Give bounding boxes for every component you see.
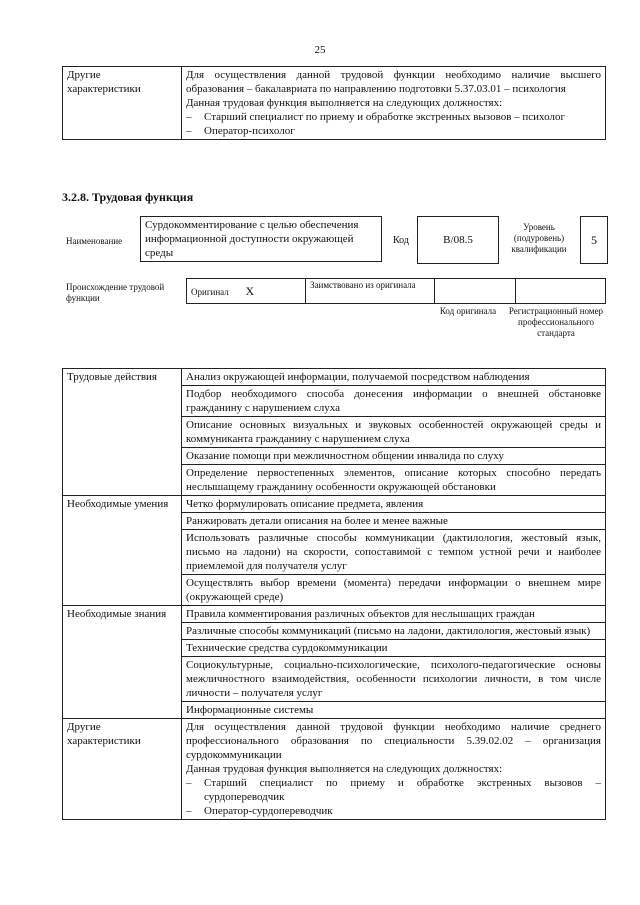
page-number: 25 [314,44,326,56]
origin-label: Происхождение трудовой функции [66,282,165,303]
code-caption: Код оригинала [439,306,497,316]
skills-label: Необходимые умения [63,496,182,606]
other-label: Другие характеристики [63,719,182,820]
code-label: Код [393,235,409,246]
origin-table [186,278,606,304]
level-value: 5 [580,216,608,264]
table-row: Различные способы коммуникаций (письмо на ладони, дактилология, жестовый язык) [182,623,606,640]
name-label: Наименование [66,236,123,246]
actions-label: Трудовые действия [63,369,182,496]
section-title: 3.2.8. Трудовая функция [62,190,194,204]
table-row: Осуществлять выбор времени (момента) передачи информации о внешнем мире (окружающей среде) [182,575,606,606]
table-row: Описание основных визуальных и звуковых особенностей окружающей среды и коммуниканта гражданину с нарушением слуха [182,417,606,448]
other-label: Другие характеристики [63,67,182,140]
other-text-2: Данная трудовая функция выполняется на следующих должностях: [186,763,503,775]
list-item: – Оператор-психолог [186,125,295,137]
table-row: Социокультурные, социально-психологические, психолого-педагогические основы межличностного взаимодействия, особенности психологии личности, в том числе личности – получателя услуг [182,657,606,702]
knowledge-label: Необходимые знания [63,606,182,719]
code-value: B/08.5 [417,216,499,264]
list-item: – Старший специалист по приему и обработке экстренных вызовов – психолог [186,111,565,123]
other-cell [182,719,606,820]
list-item: – Старший специалист по приему и обработке экстренных вызовов – сурдопереводчик [186,777,601,803]
original-mark: X [245,283,255,298]
list-item: – Оператор-сурдопереводчик [186,805,333,817]
table-row: Анализ окружающей информации, получаемой посредством наблюдения [182,369,606,386]
original-cell [187,279,306,304]
table-row: Определение первостепенных элементов, описание которых способно передать неслышащему гражданину особенности окружающей обстановки [182,465,606,496]
reg-caption: Регистрационный номер профессионального стандарта [508,306,604,338]
table-row: Правила комментирования различных объектов для неслышащих граждан [182,606,606,623]
table-row: Подбор необходимого способа донесения информации о внешней обстановке гражданину с нарушением слуха [182,386,606,417]
table-row: Технические средства сурдокоммуникации [182,640,606,657]
other-text-1: Для осуществления данной трудовой функции необходимо наличие среднего профессионального образования по специальности 5.39.02.02 – организация сурдокоммуникации [186,721,601,761]
level-label: Уровень (подуровень) квалификации [511,222,567,254]
name-value: Сурдокомментирование с целью обеспечения информационной доступности окружающей среды [140,216,382,262]
reg-number-cell [516,279,606,304]
table-row: Использовать различные способы коммуникации (дактилология, жестовый язык, письмо на ладони) на скорости, сопоставимой с темпом устной речи и наиболее приемлемой для получателя услуг [182,530,606,575]
top-table [62,66,606,140]
code-original-cell [435,279,516,304]
table-row: Четко формулировать описание предмета, явления [182,496,606,513]
main-table [62,368,606,820]
other-text-2: Данная трудовая функция выполняется на следующих должностях: [186,97,503,109]
table-row: Оказание помощи при межличностном общении инвалида по слуху [182,448,606,465]
original-label: Оригинал [191,286,229,297]
borrowed-label: Заимствовано из оригинала [306,279,435,304]
table-row: Информационные системы [182,702,606,719]
other-cell [182,67,606,140]
other-text-1: Для осуществления данной трудовой функции необходимо наличие высшего образования – бакалавриата по направлению подготовки 5.37.03.01 – психология [186,69,601,95]
table-row: Ранжировать детали описания на более и менее важные [182,513,606,530]
